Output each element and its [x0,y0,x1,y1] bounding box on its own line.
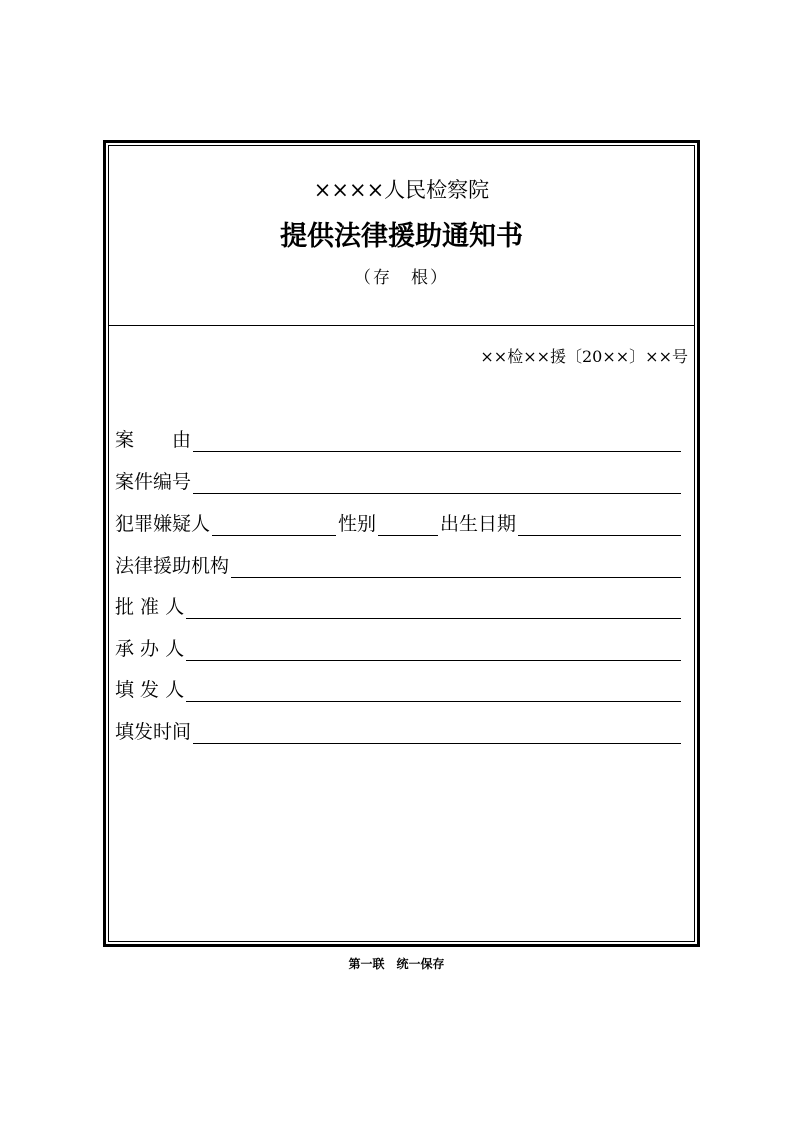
approver-label: 批 准 人 [115,596,185,618]
issuer-field[interactable] [186,681,681,702]
header-divider [109,325,694,326]
case-reason-label: 案 由 [115,429,192,451]
issuer-row [115,678,681,702]
footer-copy-note: 第一联 统一保存 [348,957,445,971]
suspect-row [115,512,681,536]
form-inner-border [108,145,695,942]
issue-time-field[interactable] [193,723,681,744]
stub-label: （存 根） [354,268,449,288]
legal-aid-org-label: 法律援助机构 [115,555,230,577]
suspect-name-field[interactable] [212,515,336,536]
birth-date-field[interactable] [518,515,681,536]
issue-time-label: 填发时间 [115,721,192,743]
approver-row [115,595,681,619]
case-number-field[interactable] [193,473,681,494]
birth-date-label: 出生日期 [440,513,517,535]
document-title: 提供法律援助通知书 [280,221,523,252]
form-outer-border [103,140,700,947]
suspect-label: 犯罪嫌疑人 [115,513,211,535]
issuer-label: 填 发 人 [115,679,185,701]
gender-field[interactable] [378,515,438,536]
handler-label: 承 办 人 [115,638,185,660]
issue-time-row [115,720,681,744]
issuing-org: ××××人民检察院 [313,178,490,202]
handler-field[interactable] [186,640,681,661]
document-number: ××检××援〔20××〕××号 [480,347,688,366]
legal-aid-org-field[interactable] [231,557,681,578]
case-number-label: 案件编号 [115,471,192,493]
handler-row [115,637,681,661]
gender-label: 性别 [338,513,377,535]
case-number-row [115,470,681,494]
legal-aid-org-row [115,554,681,578]
case-reason-field[interactable] [193,431,681,452]
approver-field[interactable] [186,598,681,619]
case-reason-row [115,428,681,452]
